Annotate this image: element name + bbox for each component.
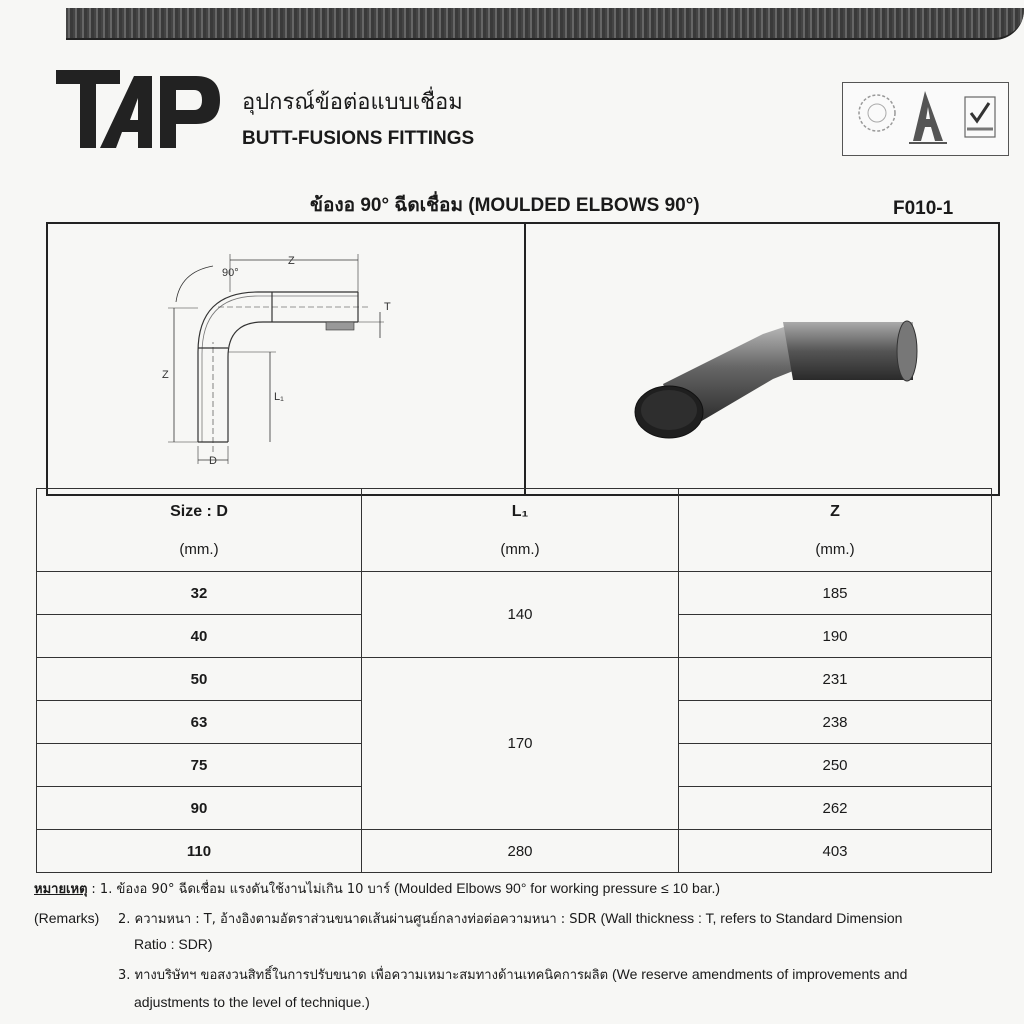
drawing-label-t: T xyxy=(384,301,391,313)
drawing-label-z-side: Z xyxy=(162,369,169,381)
cell-size: 75 xyxy=(37,744,362,787)
drawing-label-d: D xyxy=(209,455,217,467)
cell-size: 32 xyxy=(37,572,362,615)
cell-size: 90 xyxy=(37,787,362,830)
remark-3-continued: adjustments to the level of technique.) xyxy=(134,994,370,1010)
table-row xyxy=(37,658,992,701)
cell-z: 250 xyxy=(679,744,992,787)
header-title-thai: อุปกรณ์ข้อต่อแบบเชื่อม xyxy=(242,90,463,115)
cell-l1: 170 xyxy=(362,658,679,830)
drawing-label-l1: L₁ xyxy=(274,391,284,403)
remark-2 xyxy=(34,908,99,928)
product-title: ข้องอ 90° ฉีดเชื่อม (MOULDED ELBOWS 90°) xyxy=(310,195,700,216)
remark-2-continued: Ratio : SDR) xyxy=(134,936,213,952)
top-decorative-bar xyxy=(66,8,1024,40)
cell-l1: 280 xyxy=(362,830,679,873)
figure-divider xyxy=(524,224,526,494)
figure-panel xyxy=(46,222,1000,496)
remarks-label-english: (Remarks) xyxy=(34,910,100,926)
drawing-label-z-top: Z xyxy=(288,255,295,267)
cell-z: 185 xyxy=(679,572,992,615)
table-row xyxy=(37,572,992,615)
header-title-english: BUTT-FUSIONS FITTINGS xyxy=(242,128,475,149)
certification-marks xyxy=(842,82,1009,156)
cell-z: 231 xyxy=(679,658,992,701)
elbow-product-photo xyxy=(623,284,923,464)
cell-size: 63 xyxy=(37,701,362,744)
header-l1: L₁ (mm.) xyxy=(362,489,679,572)
remark-3: 3. ทางบริษัทฯ ขอสงวนสิทธิ์ในการปรับขนาด เพื่อความเหมาะสมทางด้านเทคนิคการผลิต (We reserve amendments of improvements and xyxy=(118,966,908,983)
dimensions-table xyxy=(36,488,992,873)
cell-z: 190 xyxy=(679,615,992,658)
elbow-technical-drawing xyxy=(158,242,398,472)
header-size: Size : D (mm.) xyxy=(37,489,362,572)
remark-1: หมายเหตุ : 1. ข้องอ 90° ฉีดเชื่อม แรงดันใช้งานไม่เกิน 10 บาร์ (Moulded Elbows 90° for working pressure ≤ 10 bar.) xyxy=(34,880,721,897)
table-row xyxy=(37,830,992,873)
remarks-label-thai: หมายเหตุ xyxy=(34,882,88,897)
product-code: F010-1 xyxy=(893,198,954,219)
cell-size: 110 xyxy=(37,830,362,873)
cell-z: 403 xyxy=(679,830,992,873)
cell-z: 262 xyxy=(679,787,992,830)
cell-z: 238 xyxy=(679,701,992,744)
drawing-label-angle: 90° xyxy=(222,267,239,279)
cell-size: 50 xyxy=(37,658,362,701)
cell-l1: 140 xyxy=(362,572,679,658)
remark-2-text: 2. ความหนา : T, อ้างอิงตามอัตราส่วนขนาดเส้นผ่านศูนย์กลางท่อต่อความหนา : SDR (Wall thickness : T, refers to Standard Dimension xyxy=(118,910,903,927)
header-z: Z (mm.) xyxy=(679,489,992,572)
cell-size: 40 xyxy=(37,615,362,658)
tap-logo xyxy=(56,70,220,150)
